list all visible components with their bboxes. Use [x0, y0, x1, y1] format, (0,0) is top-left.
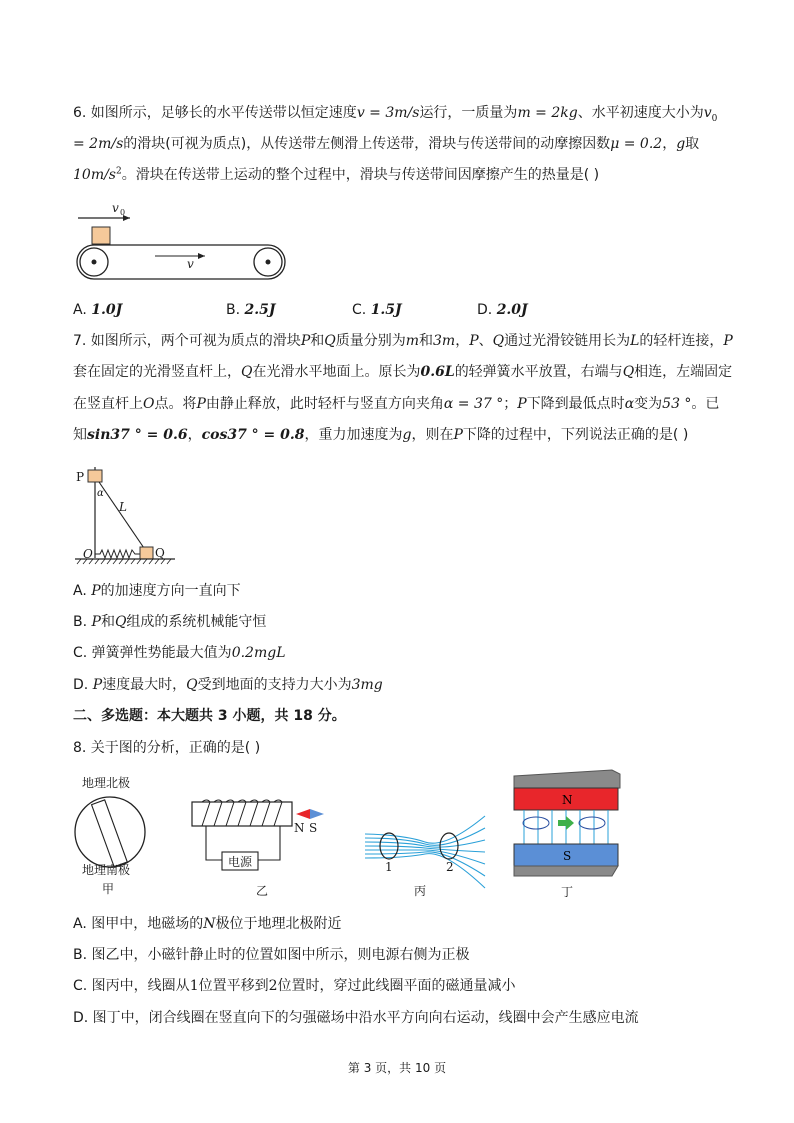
label-o: O: [83, 547, 93, 561]
q6-stem-line-2: = 2m/s的滑块(可视为质点)，从传送带左侧滑上传送带，滑块与传送带间的动摩擦因数μ = 0.2，g取: [73, 136, 700, 152]
compass-label-s: S: [309, 821, 318, 835]
caption-ding: 丁: [561, 885, 574, 899]
caption-yi: 乙: [256, 884, 269, 898]
figure-yi-solenoid: [184, 798, 344, 902]
rod-spring-figure: [70, 463, 180, 573]
slider-p: [88, 470, 102, 482]
q6-option-b: B. 2.5J: [226, 302, 276, 318]
q6-option-d: D. 2.0J: [477, 302, 528, 318]
label-p: P: [76, 470, 85, 484]
label-south-pole: S: [563, 849, 572, 863]
q7-option-d: D. P速度最大时，Q受到地面的支持力大小为3mg: [73, 677, 383, 693]
q8-option-b: B. 图乙中，小磁针静止时的位置如图中所示，则电源右侧为正极: [73, 947, 470, 963]
power-source-label: 电源: [228, 855, 253, 869]
spring: [95, 550, 140, 558]
q7-stem-line-1: 7. 如图所示，两个可视为质点的滑块P和Q质量分别为m和3m，P、Q通过光滑铰链用长为L的轻杆连接，P: [73, 333, 733, 349]
motion-arrow: [558, 816, 574, 830]
wire-left: [206, 826, 222, 860]
label-geographic-south: 地理南极: [82, 863, 131, 877]
label-q: Q: [155, 546, 165, 560]
q6-stem-line-3: $10m/s^2$。滑块在传送带上运动的整个过程中，滑块与传送带间因摩擦产生的热量是( ): [73, 166, 600, 183]
coil-right: [579, 817, 605, 829]
compass-needle-red: [296, 809, 310, 819]
caption-jia: 甲: [102, 882, 115, 896]
label-alpha: α: [97, 488, 104, 499]
page-footer: 第 3 页，共 10 页: [347, 1061, 447, 1075]
figure-bing-field-lines: [360, 808, 490, 900]
label-north-pole: N: [562, 793, 573, 807]
light-rod: [99, 482, 146, 551]
field-lines: [365, 816, 485, 888]
q8-stem: 8. 关于图的分析，正确的是( ): [73, 740, 261, 756]
coil-left: [523, 817, 549, 829]
q8-option-a: A. 图甲中，地磁场的N极位于地理北极附近: [73, 916, 342, 932]
label-geographic-north: 地理北极: [82, 776, 131, 790]
q6-option-a: A. 1.0J: [73, 302, 123, 318]
q7-stem-line-4: 知sin37 ° = 0.6，cos37 ° = 0.8，重力加速度为g，则在P下降的过程中，下列说法正确的是( ): [73, 427, 689, 443]
compass-needle-blue: [310, 809, 324, 819]
v0-label: v: [112, 201, 119, 215]
caption-bing: 丙: [414, 884, 427, 898]
q6-stem-line-1: 6. 如图所示，足够长的水平传送带以恒定速度v = 3m/s运行，一质量为m = 2kg、水平初速度大小为$v_0$: [73, 105, 718, 124]
conveyor-belt-figure: [70, 196, 300, 286]
bottom-gray-slab: [514, 866, 618, 876]
q7-stem-line-2: 套在固定的光滑竖直杆上，Q在光滑水平地面上。原长为0.6L的轻弹簧水平放置，右端与Q相连，左端固定: [73, 364, 733, 380]
slider-block: [92, 227, 110, 244]
q8-option-d: D. 图丁中，闭合线圈在竖直向下的匀强磁场中沿水平方向向右运动，线圈中会产生感应电流: [73, 1010, 639, 1026]
belt-velocity-label: v: [187, 257, 194, 271]
svg-text:0: 0: [120, 208, 126, 217]
figure-ding-magnet-coil: [508, 768, 623, 902]
figure-jia-earth: [70, 770, 150, 900]
q8-option-c: C. 图丙中，线圈从1位置平移到2位置时，穿过此线圈平面的磁通量减小: [73, 978, 516, 994]
q7-option-b: B. P和Q组成的系统机械能守恒: [73, 614, 267, 630]
label-position-2: 2: [446, 860, 454, 874]
q7-option-c: C. 弹簧弹性势能最大值为0.2mgL: [73, 645, 286, 661]
q7-stem-line-3: 在竖直杆上O点。将P由静止释放，此时轻杆与竖直方向夹角α = 37 °；P下降到最低点时α变为53 °。已: [73, 396, 720, 412]
slider-q: [140, 547, 153, 559]
label-position-1: 1: [385, 860, 393, 874]
section-heading-multiple-choice: 二、多选题：本大题共 3 小题，共 18 分。: [73, 708, 346, 724]
wire-right: [258, 826, 280, 860]
q7-option-a: A. P的加速度方向一直向下: [73, 583, 241, 599]
compass-label-n: N: [294, 821, 305, 835]
label-l: L: [119, 500, 127, 514]
q6-option-c: C. 1.5J: [352, 302, 402, 318]
